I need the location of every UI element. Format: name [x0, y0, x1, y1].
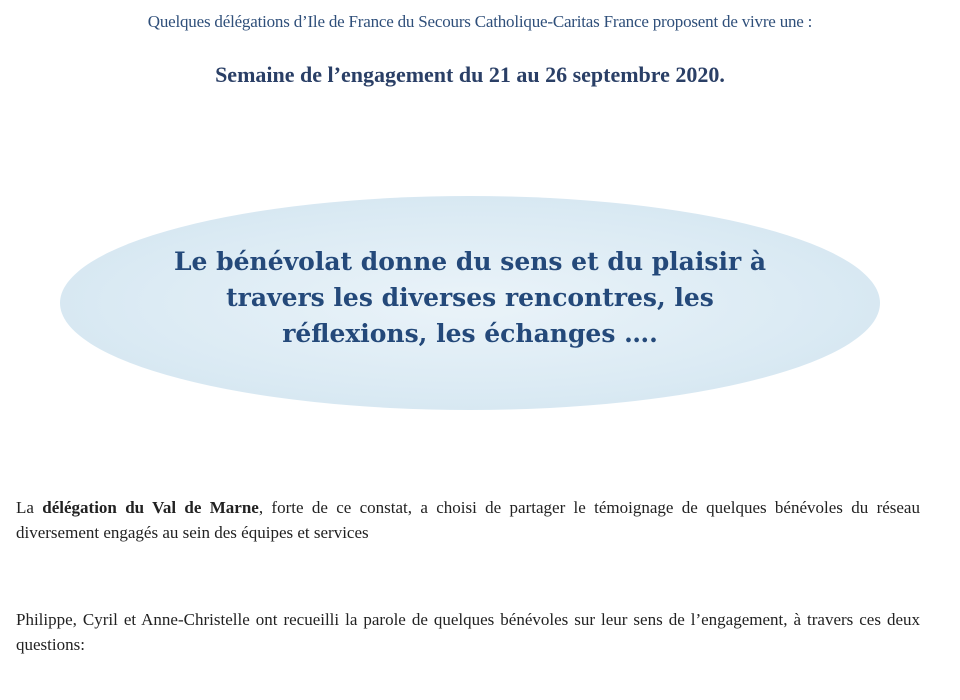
highlight-quote: Le bénévolat donne du sens et du plaisir à travers les diverses rencontres, les réflexions, les échanges ….	[173, 247, 767, 348]
paragraph-delegation-rest: , forte de ce constat, a choisi de partager le témoignage de quelques bénévoles du réseau diversement engagés au sein des équipes et services	[16, 498, 920, 542]
delegation-name: délégation du Val de Marne	[42, 498, 259, 517]
intro-line: Quelques délégations d’Ile de France du Secours Catholique-Caritas France proposent de vivre une :	[147, 12, 813, 31]
event-title: Semaine de l’engagement du 21 au 26 septembre 2020.	[215, 62, 725, 87]
paragraph-delegation-prefix: La	[16, 498, 43, 517]
paragraph-delegation	[16, 495, 920, 545]
paragraph-testimonies: Philippe, Cyril et Anne-Christelle ont recueilli la parole de quelques bénévoles sur leur sens de l’engagement, à travers ces deux questions:	[16, 610, 920, 654]
